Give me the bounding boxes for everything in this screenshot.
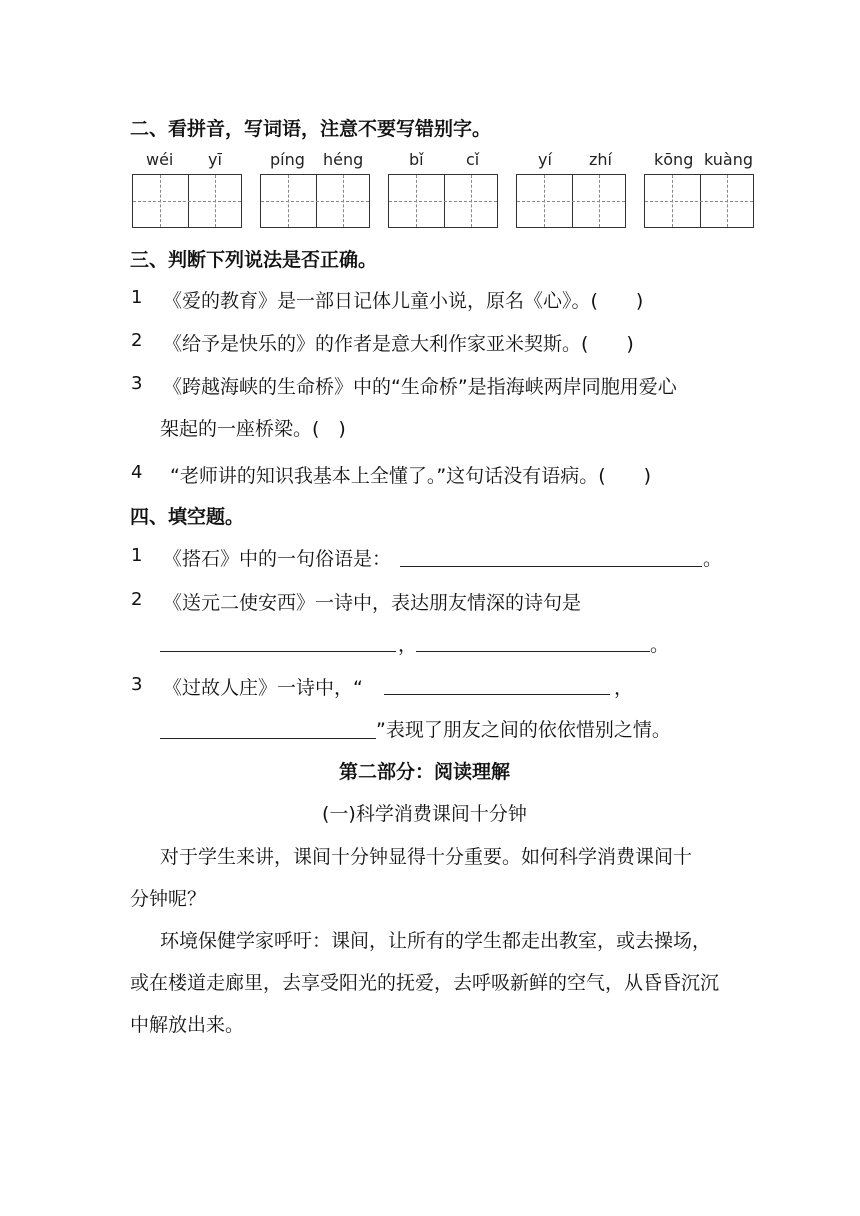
judge-item-text: 《给予是快乐的》的作者是意大利作家亚米契斯。( ) [163, 333, 634, 355]
fill-item-sep: ， [614, 677, 634, 699]
item-number: 4 [131, 462, 143, 483]
fill-item-end: 。 [650, 634, 670, 656]
judge-item-text: “老师讲的知识我基本上全懂了。”这句话没有语病。( ) [170, 465, 652, 487]
fill-item-text: 《搭石》中的一句俗语是： [163, 548, 392, 570]
answer-blank[interactable] [416, 651, 650, 652]
pinyin-label: wéi [146, 150, 174, 169]
section-4-title: 四、填空题。 [130, 506, 245, 528]
paragraph-line: 中解放出来。 [130, 1014, 245, 1036]
answer-blank[interactable] [400, 566, 702, 567]
item-number: 3 [131, 674, 143, 695]
judge-item-text: 《跨越海峡的生命桥》中的“生命桥”是指海峡两岸同胞用爱心 [163, 376, 677, 398]
answer-blank[interactable] [160, 651, 396, 652]
paragraph-line: 或在楼道走廊里，去享受阳光的抚爱，去呼吸新鲜的空气，从昏昏沉沉 [130, 972, 720, 994]
paragraph-line: 环境保健学家呼吁：课间，让所有的学生都走出教室，或去操场， [160, 930, 712, 952]
section-2-title: 二、看拼音，写词语，注意不要写错别字。 [130, 118, 492, 140]
pinyin-label: bǐ [409, 150, 424, 169]
item-number: 1 [131, 287, 143, 308]
judge-item-text-cont: 架起的一座桥梁。( ) [160, 418, 346, 440]
fill-item-text-cont: ”表现了朋友之间的依依惜别之情。 [376, 719, 671, 741]
answer-blank[interactable] [384, 694, 610, 695]
pinyin-label: kōng [654, 150, 694, 169]
writing-grid[interactable] [644, 174, 754, 228]
pinyin-label: yí [538, 150, 552, 169]
section-3-title: 三、判断下列说法是否正确。 [130, 249, 378, 271]
pinyin-label: héng [323, 150, 364, 169]
pinyin-label: kuàng [704, 150, 754, 169]
fill-item-sep: ， [398, 634, 418, 656]
item-number: 3 [131, 373, 143, 394]
writing-grid[interactable] [516, 174, 626, 228]
pinyin-label: zhí [589, 150, 612, 169]
fill-item-text: 《过故人庄》一诗中，“ [163, 677, 363, 699]
writing-grid[interactable] [260, 174, 370, 228]
pinyin-label: yī [208, 150, 222, 169]
paragraph-line: 对于学生来讲，课间十分钟显得十分重要。如何科学消费课间十 [160, 846, 693, 868]
reading-title: (一)科学消费课间十分钟 [322, 803, 527, 825]
pinyin-label: píng [270, 150, 305, 169]
item-number: 2 [131, 589, 143, 610]
item-number: 2 [131, 330, 143, 351]
writing-grid[interactable] [132, 174, 242, 228]
judge-item-text: 《爱的教育》是一部日记体儿童小说，原名《心》。( ) [163, 290, 644, 312]
writing-grid[interactable] [388, 174, 498, 228]
answer-blank[interactable] [160, 738, 376, 739]
item-number: 1 [131, 545, 143, 566]
part-2-title: 第二部分：阅读理解 [339, 761, 511, 783]
pinyin-label: cǐ [466, 150, 480, 169]
fill-item-text: 《送元二使安西》一诗中，表达朋友情深的诗句是 [163, 592, 582, 614]
fill-item-end: 。 [703, 548, 723, 570]
paragraph-line: 分钟呢？ [130, 888, 207, 910]
